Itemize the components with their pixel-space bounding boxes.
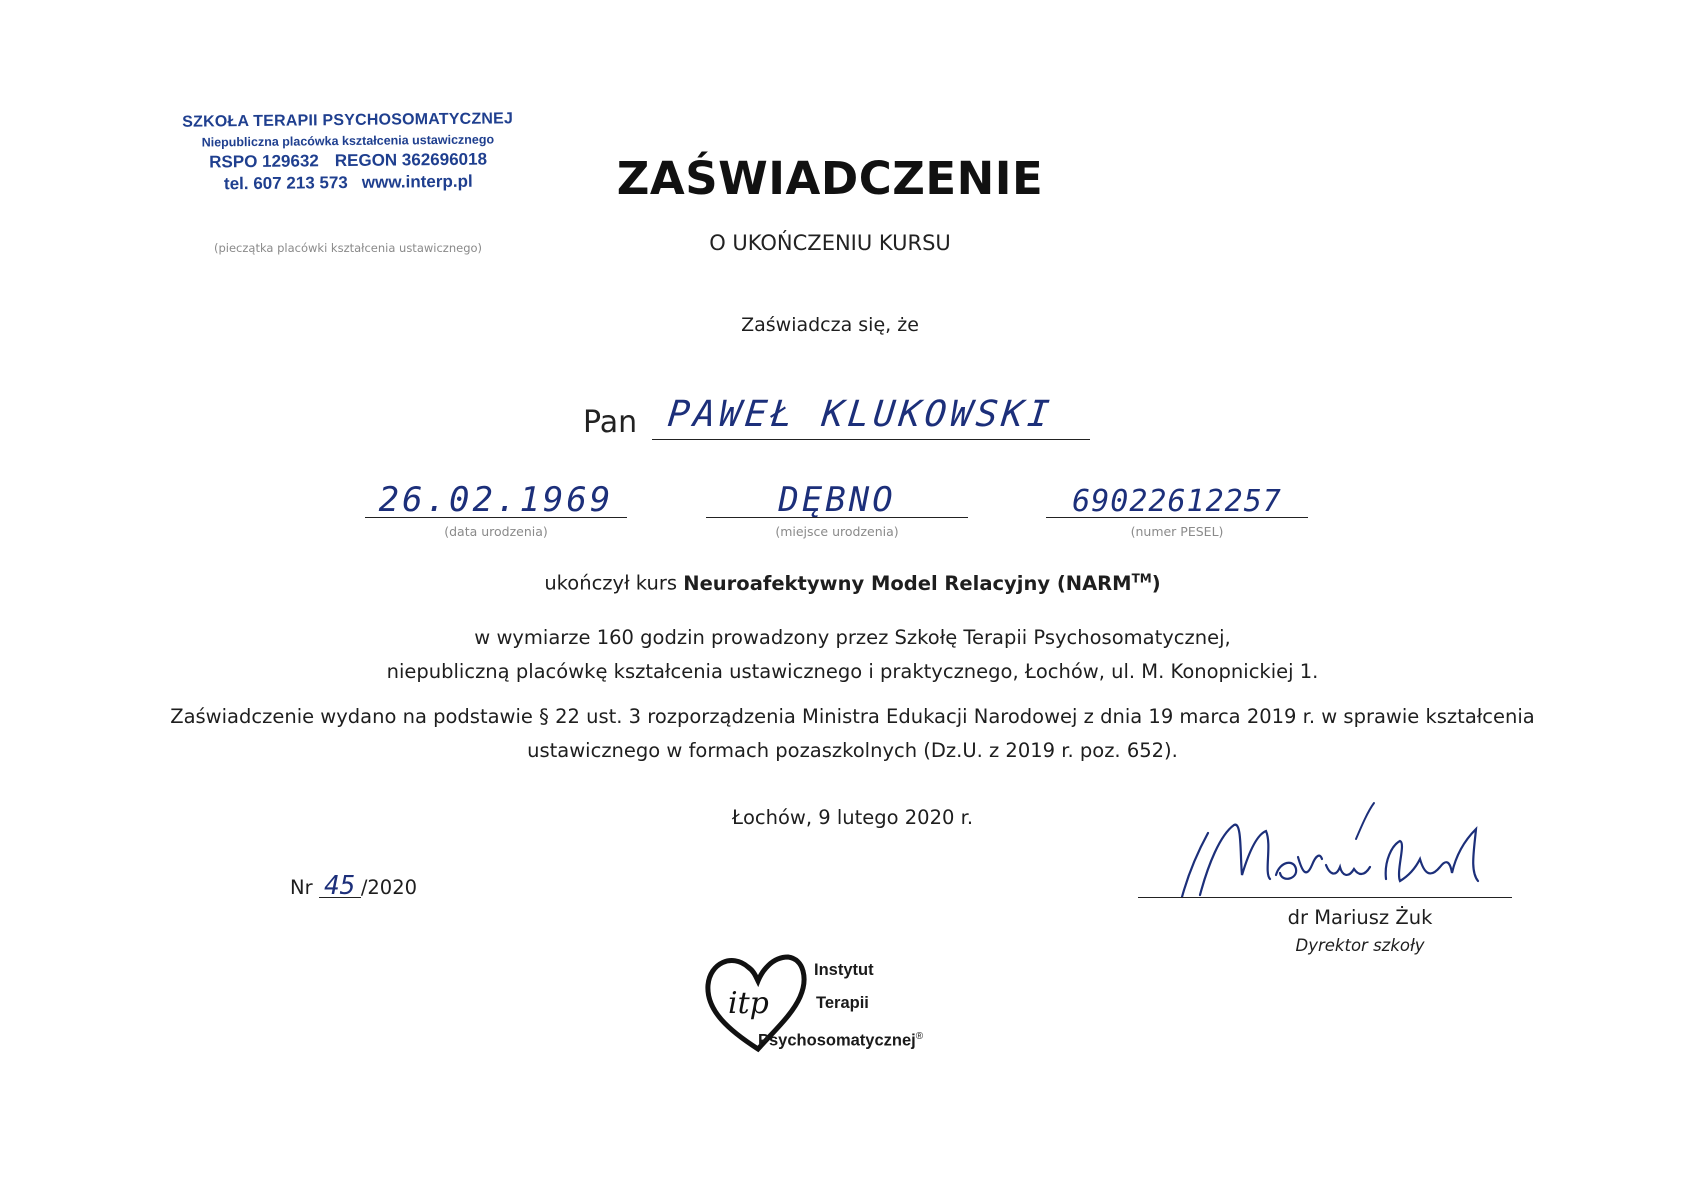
stamp-registry (168, 149, 528, 173)
document-title: ZAŚWIADCZENIE (616, 152, 1044, 205)
course-name (683, 572, 1160, 595)
registered-mark: ® (915, 1031, 924, 1042)
pesel-value: 69022612257 (1072, 484, 1282, 519)
course-suffix: ) (1151, 571, 1161, 595)
number-value: 45 (319, 875, 361, 898)
stamp-rspo: RSPO 129632 (209, 151, 319, 172)
stamp-phone: tel. 607 213 573 (223, 173, 348, 194)
legal-basis: Zaświadczenie wydano na podstawie § 22 ust. 3 rozporządzenia Ministra Edukacji Narodowej z dnia 19 marca 2019 r. w sprawie kształcenia ustawicznego w formach pozaszkolnych (Dz.U. z 2019 r. poz. 652). (170, 705, 1535, 762)
birth-place-underline (706, 517, 968, 518)
stamp-website: www.interp.pl (361, 171, 473, 192)
birth-date-value: 26.02.1969 (378, 480, 614, 520)
birth-date-caption: (data urodzenia) (444, 524, 548, 539)
logo-line1: Instytut (814, 961, 874, 979)
logo-line2: Terapii (816, 994, 869, 1012)
certificate-number (290, 871, 418, 901)
document-subtitle: O UKOŃCZENIU KURSU (709, 231, 951, 255)
school-stamp (168, 110, 529, 195)
place-and-date: Łochów, 9 lutego 2020 r. (731, 806, 974, 829)
course-prefix: ukończył kurs (544, 571, 684, 595)
logo-line3-text: Psychosomatycznej (758, 1031, 916, 1050)
logo-mark: itp (728, 986, 769, 1021)
course-title: Neuroafektywny Model Relacyjny (NARM (683, 571, 1132, 595)
logo-line3 (758, 1020, 923, 1058)
signature-line (1138, 897, 1512, 898)
course-details-line2: niepubliczną placówkę kształcenia ustawicznego i praktycznego, Łochów, ul. M. Konopnickiej 1. (386, 660, 1319, 683)
birth-place-value: DĘBNO (778, 480, 896, 520)
person-name: PAWEŁ KLUKOWSKI (665, 394, 1056, 435)
birth-place-caption: (miejsce urodzenia) (775, 524, 899, 539)
course-line (0, 571, 1705, 595)
stamp-caption: (pieczątka placówki kształcenia ustawicznego) (213, 241, 483, 255)
handwritten-signature (1130, 795, 1520, 905)
name-prefix: Pan (583, 405, 638, 440)
name-underline (652, 439, 1090, 440)
birth-date-underline (365, 517, 627, 518)
course-details-line1: w wymiarze 160 godzin prowadzony przez Szkołę Terapii Psychosomatycznej, (474, 626, 1231, 649)
trademark: TM (1131, 571, 1152, 585)
stamp-school-type: Niepubliczna placówka kształcenia ustawicznego (201, 132, 495, 150)
signer-name: dr Mariusz Żuk (1287, 906, 1433, 929)
stamp-school-name: SZKOŁA TERAPII PSYCHOSOMATYCZNEJ (182, 110, 514, 131)
stamp-contact (168, 171, 528, 195)
pesel-caption: (numer PESEL) (1130, 524, 1224, 539)
number-prefix: Nr (290, 876, 319, 899)
pesel-underline (1046, 517, 1308, 518)
signer-role: Dyrektor szkoły (1295, 936, 1425, 955)
intro-text: Zaświadcza się, że (741, 314, 919, 336)
number-suffix: /2020 (360, 876, 418, 899)
stamp-regon: REGON 362696018 (334, 149, 488, 171)
logo-text (758, 954, 923, 1058)
course-details (0, 621, 1705, 689)
